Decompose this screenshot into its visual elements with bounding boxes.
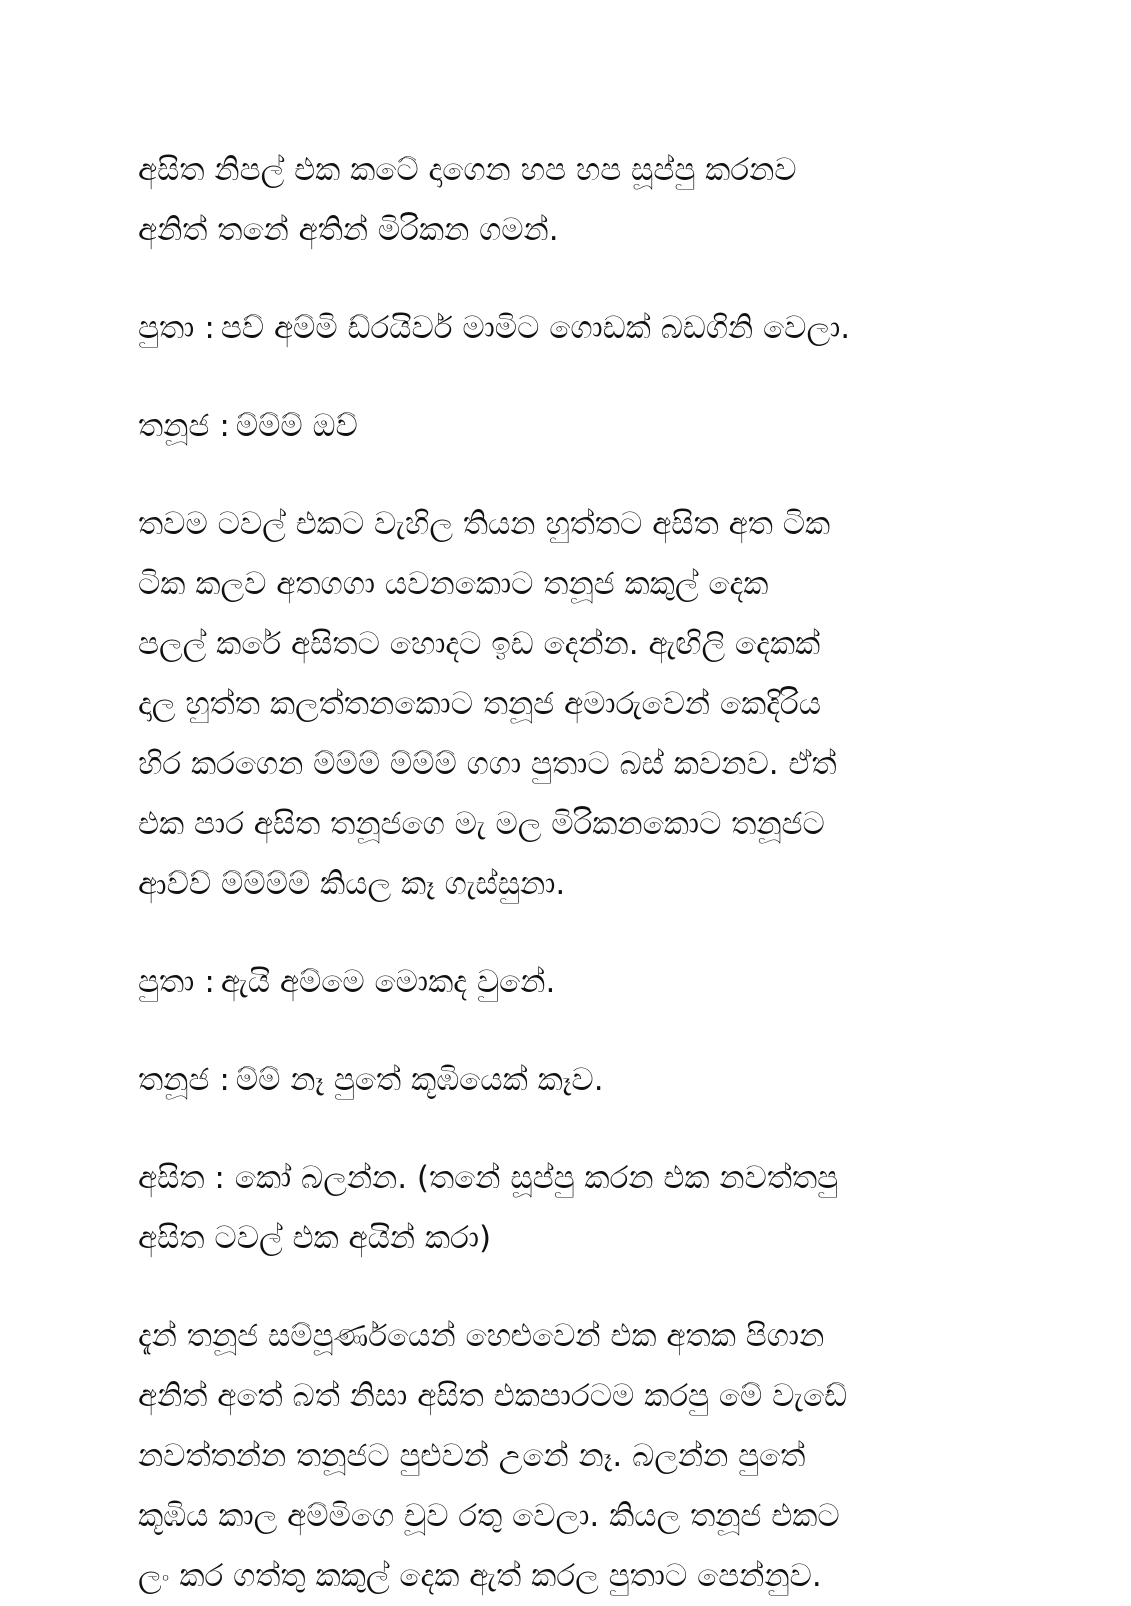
text-line: දාල හුත්ත කලත්තනකොට තනූජ අමාරුවෙන් කෙදිරිය (138, 686, 822, 722)
paragraph (138, 1148, 979, 1268)
colon-separator: : (219, 1062, 230, 1098)
dialogue-text: පව් අම්මි ඩ්රයිවර් මාමිට ගොඩක් බඩගිනි වෙලා. (220, 310, 851, 346)
colon-separator: : (204, 964, 215, 1000)
text-line: ලං කර ගත්තු කකුල් දෙක ඇත් කරල පුතාට පෙන්නුව. (138, 1558, 822, 1594)
text-line: අසිත : කෝ බලන්න. (තනේ සූප්පු කරන එක නවත්තපු (138, 1160, 839, 1196)
text-line: අසිත නිපල් එක කටේ දාගෙන හප හප සූප්පු කරනව (138, 152, 797, 188)
dialogue-text: ම්ම් නෑ පුතේ කූඹියෙක් කෑව. (235, 1062, 604, 1098)
text-line: අනිත් අතේ බත් නිසා අසිත එකපාරටම කරපු මේ වැඩේ (138, 1378, 848, 1414)
speaker-name: පුතා (138, 310, 195, 346)
speaker-name: තනූජ (138, 1062, 210, 1098)
text-line: එක පාර අසිත තනූජගෙ මැ මල මිරිකනකොට තනූජට (138, 806, 825, 842)
dialogue-line (138, 1050, 979, 1110)
speaker-name: පුතා (138, 964, 195, 1000)
dialogue-line (138, 298, 979, 358)
text-line: අනිත් තනේ අතින් මිරිකන ගමන්. (138, 212, 559, 248)
text-line: පලල් කරේ අසිතට හොදට ඉඩ දෙන්න. ඇඟිලි දෙකක් (138, 626, 821, 662)
text-line: ආව්ව් ම්ම්ම්ම් කියල කෑ ගැස්සුනා. (138, 866, 566, 902)
text-line: දැන් තනූජ සම්පූර්ණයෙන් හෙළුවෙන් එක අතක පිගාන (138, 1318, 825, 1354)
speaker-name: තනූජ (138, 408, 210, 444)
paragraph (138, 494, 979, 914)
colon-separator: : (204, 310, 215, 346)
dialogue-line (138, 952, 979, 1012)
text-line: හිර කරගෙන ම්ම්ම් ම්ම්ම් ගගා පුතාට බස් කවනව. ඒත් (138, 746, 837, 782)
text-line: ටික කලව අතගගා යවනකොට තනූජ කකුල් දෙක (138, 566, 769, 602)
text-line: කූඹිය කාල අම්මිගෙ චූව රතු වෙලා. කියල තනූජ එකට (138, 1498, 840, 1534)
dialogue-text: ම්ම්ම් ඔව් (235, 408, 358, 444)
paragraph (138, 1306, 979, 1606)
text-line: අසිත ටවල් එක අයින් කරා) (138, 1220, 492, 1256)
text-line: නවත්තන්න තනූජට පුළුවන් උනේ නෑ. බලන්න පුතේ (138, 1438, 806, 1474)
colon-separator: : (219, 408, 230, 444)
dialogue-text: ඇයි අම්මෙ මොකද වුනේ. (220, 964, 556, 1000)
paragraph (138, 140, 979, 260)
dialogue-line (138, 396, 979, 456)
text-line: තවම ටවල් එකට වැහිල තියන හුත්තට අසිත අත ටික (138, 506, 831, 542)
